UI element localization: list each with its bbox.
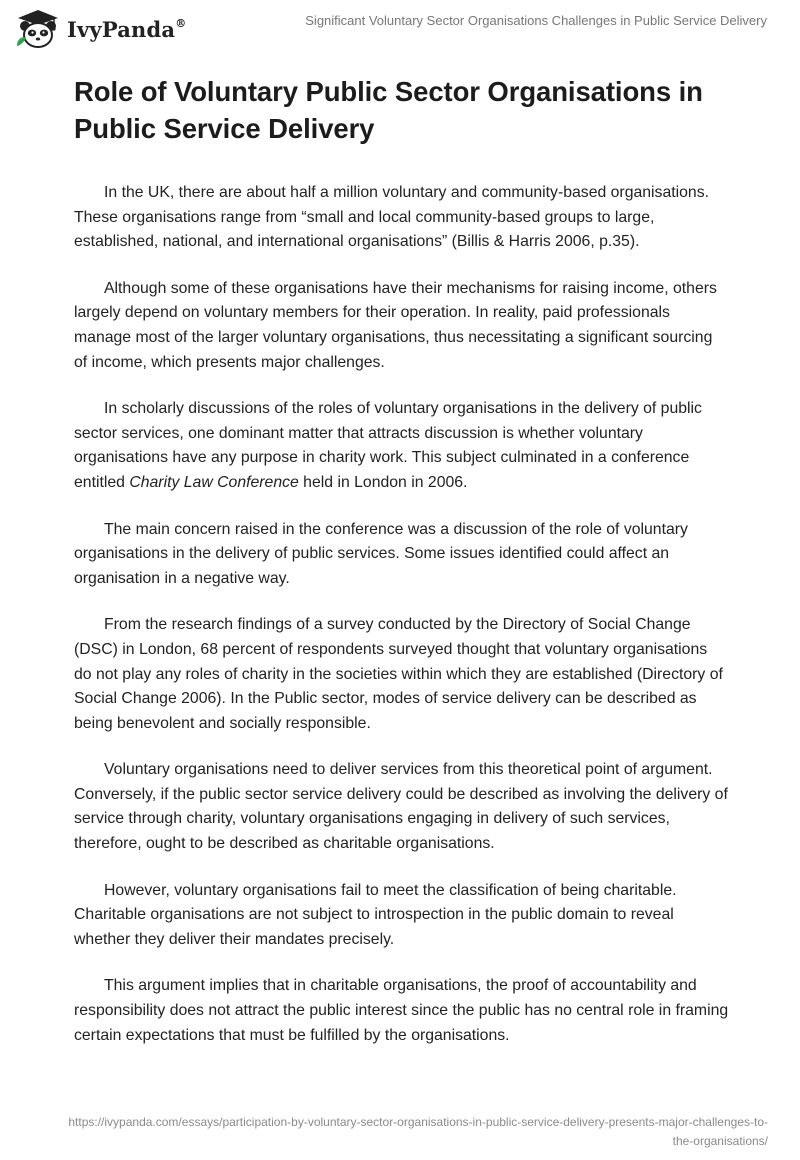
paragraph: Although some of these organisations have their mechanisms for raising income, others largely depend on voluntary members for their operation. In reality, paid professionals manage most of the larger voluntary organisations, thus necessitating a significant sourcing of income, which presents major challenges. (74, 279, 717, 371)
paragraph: However, voluntary organisations fail to meet the classification of being charitable. Charitable organisations are not subject to introspection in the public domain to reveal whether they deliver their mandates precisely. (74, 881, 677, 948)
source-url-link[interactable] (28, 1113, 768, 1151)
source-url-line: the-organisations/ (672, 1134, 768, 1148)
conference-title: Charity Law Conference (129, 473, 299, 491)
running-title: Significant Voluntary Sector Organisations Challenges in Public Service Delivery (305, 13, 767, 28)
paragraph: Voluntary organisations need to deliver services from this theoretical point of argument. Conversely, if the public sector service delivery could be described as involving the delivery of service through charity, voluntary organisations engaging in delivery of such services, therefore, ought to be described as charitable organisations. (74, 761, 728, 853)
brand-name: IvyPanda® (67, 16, 187, 42)
paragraph: In scholarly discussions of the roles of voluntary organisations in the delivery of public sector services, one dominant matter that attracts discussion is whether voluntary organisations have any purpose in charity work. This subject culminated in a conference entitled Charity Law Conference held in London in 2006. (74, 400, 702, 491)
paragraph: From the research findings of a survey conducted by the Directory of Social Change (DSC) in London, 68 percent of respondents surveyed thought that voluntary organisations do not play any roles of charity in the societies within which they are established (Directory of Social Change 2006). In the Public sector, modes of service delivery can be described as being benevolent and socially responsible. (74, 616, 723, 732)
ivypanda-logo[interactable] (14, 8, 186, 50)
source-url-line: https://ivypanda.com/essays/participation-by-voluntary-sector-organisations-in-public-service-delivery-presents-major-challenges-to- (68, 1115, 768, 1129)
article-body (74, 73, 729, 1070)
paragraph: This argument implies that in charitable organisations, the proof of accountability and responsibility does not attract the public interest since the public has no central role in framing certain expectations that must be fulfilled by the organisations. (74, 977, 729, 1044)
article-title: Role of Voluntary Public Sector Organisations in Public Service Delivery (74, 76, 703, 144)
paragraph: The main concern raised in the conference was a discussion of the role of voluntary organisations in the delivery of public services. Some issues identified could affect an organisation in a negative way. (74, 520, 688, 587)
panda-graduate-icon (14, 8, 62, 50)
paragraph: In the UK, there are about half a million voluntary and community-based organisations. These organisations range from “small and local community-based groups to large, established, national, and international organisations” (Billis & Harris 2006, p.35). (74, 184, 710, 251)
page-header (0, 0, 800, 60)
